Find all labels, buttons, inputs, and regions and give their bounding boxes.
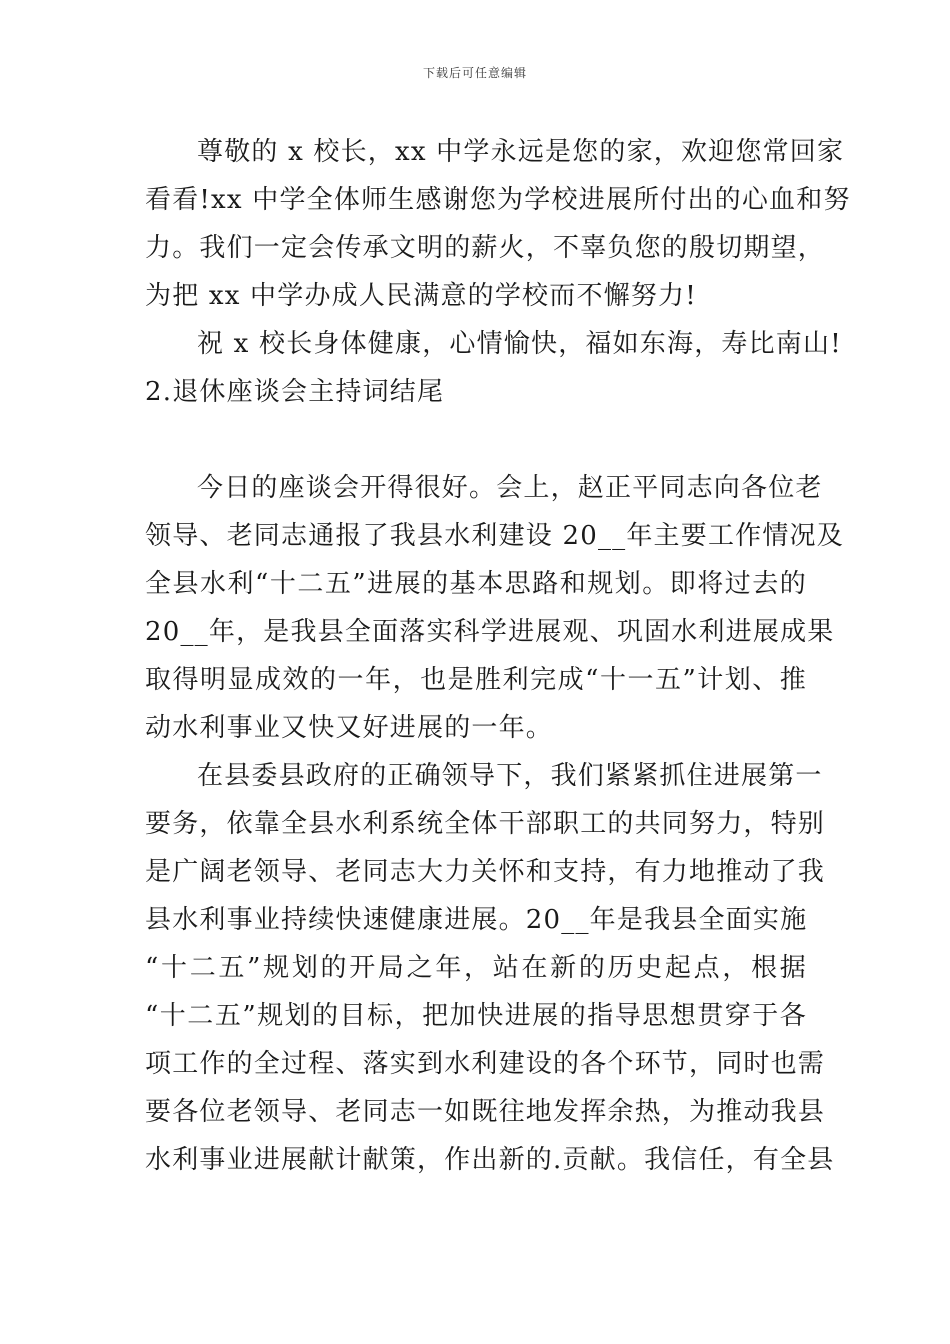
page-header-note: 下载后可任意编辑 [422,66,527,80]
text-line: 祝 x 校长身体健康，心情愉快，福如东海，寿比南山! [197,329,842,359]
text-line: 全县水利“十二五”进展的基本思路和规划。即将过去的 [145,569,807,599]
text-line: “十二五”规划的目标，把加快进展的指导思想贯穿于各 [145,1001,807,1031]
paragraph-4 [145,752,835,1184]
text-line: 为把 xx 中学办成人民满意的学校而不懈努力! [145,281,697,311]
paragraph-3 [145,464,844,752]
text-line: 取得明显成效的一年，也是胜利完成“十一五”计划、推 [145,665,807,695]
section-heading: 2.退休座谈会主持词结尾 [145,377,445,407]
blank-line [145,416,807,464]
document-body [145,128,851,1184]
text-line: 项工作的全过程、落实到水利建设的各个环节，同时也需 [145,1049,826,1079]
text-line: 看看!xx 中学全体师生感谢您为学校进展所付出的心血和努 [145,185,851,215]
text-line: 是广阔老领导、老同志大力关怀和支持，有力地推动了我 [145,857,826,887]
paragraph-2 [145,320,842,368]
text-line: 水利事业进展献计献策，作出新的.贡献。我信任，有全县 [145,1145,835,1175]
text-line: 要各位老领导、老同志一如既往地发挥余热，为推动我县 [145,1097,826,1127]
text-line: 在县委县政府的正确领导下，我们紧紧抓住进展第一 [197,761,823,791]
text-line: 尊敬的 x 校长，xx 中学永远是您的家，欢迎您常回家 [197,137,845,167]
text-line: 县水利事业持续快速健康进展。20__年是我县全面实施 [145,905,808,935]
text-line: 要务，依靠全县水利系统全体干部职工的共同努力，特别 [145,809,826,839]
text-line: “十二五”规划的开局之年，站在新的历史起点，根据 [145,953,807,983]
text-line: 领导、老同志通报了我县水利建设 20__年主要工作情况及 [145,521,844,551]
text-line: 动水利事业又快又好进展的一年。 [145,713,554,743]
paragraph-1 [145,128,851,320]
text-line: 今日的座谈会开得很好。会上，赵正平同志向各位老 [197,473,823,503]
text-line: 力。我们一定会传承文明的薪火，不辜负您的殷切期望， [145,233,826,263]
text-line: 20__年，是我县全面落实科学进展观、巩固水利进展成果 [145,617,835,647]
